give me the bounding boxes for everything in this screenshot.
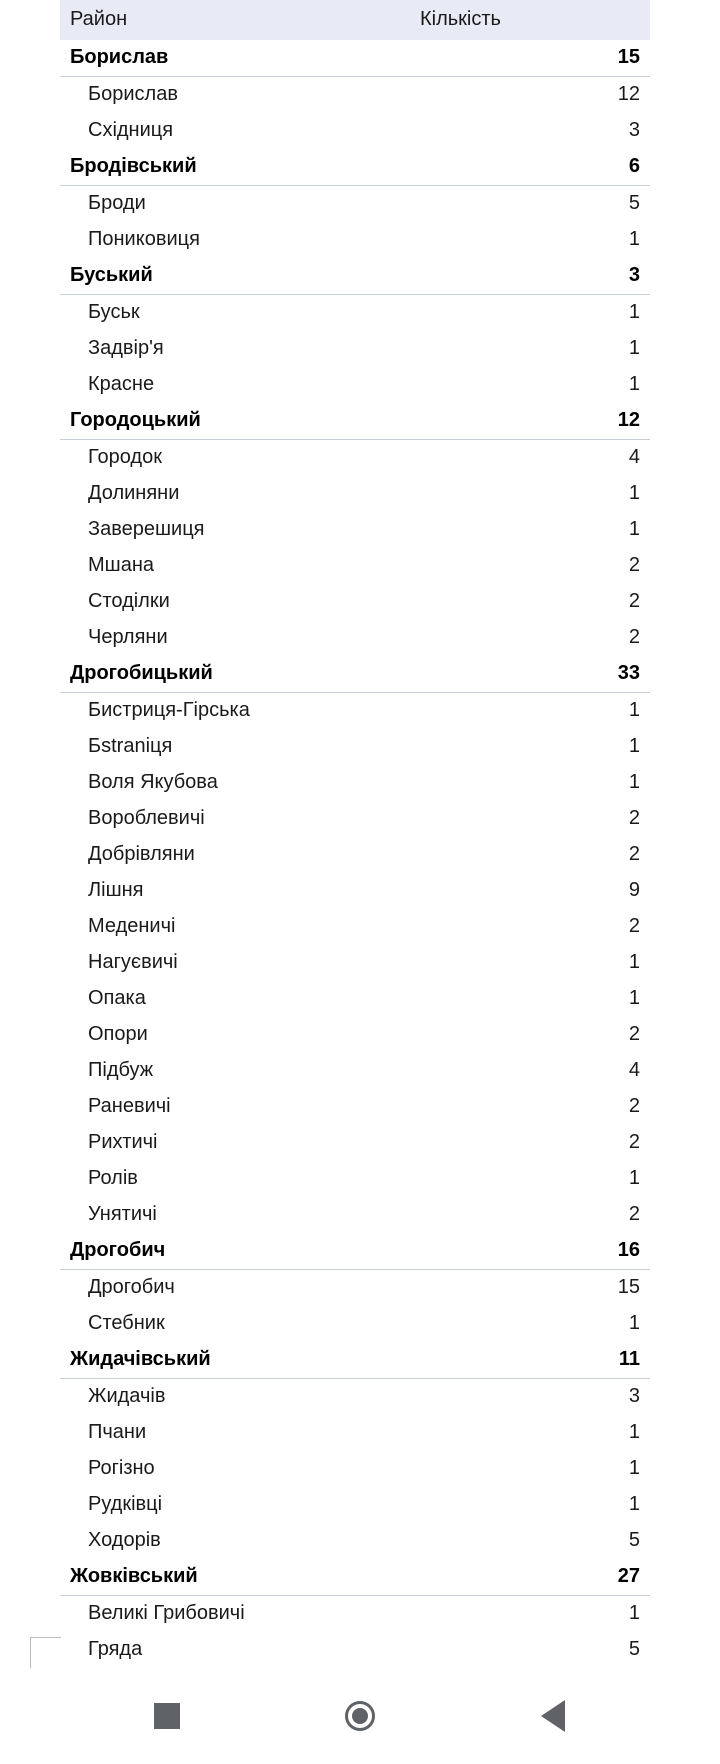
table-row — [60, 1017, 650, 1053]
table-row — [60, 222, 650, 258]
cell-count: 2 — [628, 626, 640, 648]
cell-name: Броди — [88, 192, 146, 214]
cell-count: 1 — [628, 1421, 640, 1443]
table-group-row — [60, 40, 650, 77]
cell-name: Буський — [60, 258, 408, 295]
cell-name: Буськ — [88, 301, 140, 323]
cell-name: Бstraniця — [88, 735, 173, 757]
cell-count: 1 — [628, 699, 640, 721]
cell-name: Городок — [88, 446, 162, 468]
cell-name: Підбуж — [88, 1059, 154, 1081]
cell-name: Раневичі — [88, 1095, 171, 1117]
table-row — [60, 1125, 650, 1161]
cell-name: Бистриця-Гірська — [88, 699, 250, 721]
cell-name: Жидачів — [88, 1385, 166, 1407]
table-row — [60, 1306, 650, 1342]
table-row — [60, 620, 650, 656]
table-row — [60, 729, 650, 765]
column-header-count: Кількість — [408, 0, 650, 40]
cell-name: Ролів — [88, 1167, 138, 1189]
cell-name: Черляни — [88, 626, 168, 648]
table-group-row — [60, 1233, 650, 1270]
back-button[interactable] — [523, 1686, 583, 1746]
cell-count: 1 — [628, 987, 640, 1009]
cell-name: Східниця — [88, 119, 174, 141]
cell-name: Пониковиця — [88, 228, 200, 250]
cell-name: Долиняни — [88, 482, 180, 504]
cell-name: Опори — [88, 1023, 148, 1045]
cell-count: 12 — [408, 403, 650, 440]
cell-name: Дрогобицький — [60, 656, 408, 693]
cell-count: 5 — [628, 192, 640, 214]
cell-count: 2 — [628, 807, 640, 829]
table-row — [60, 1632, 650, 1668]
cell-count: 1 — [628, 373, 640, 395]
cell-count: 4 — [628, 446, 640, 468]
cell-name: Воля Якубова — [88, 771, 218, 793]
table-row — [60, 1596, 650, 1633]
table-row — [60, 1270, 650, 1307]
cell-count: 1 — [628, 301, 640, 323]
table-row — [60, 548, 650, 584]
table-row — [60, 945, 650, 981]
cell-count: 2 — [628, 1131, 640, 1153]
cell-count: 4 — [628, 1059, 640, 1081]
table-row — [60, 295, 650, 332]
cell-count: 2 — [628, 1095, 640, 1117]
table-row — [60, 1451, 650, 1487]
circle-icon — [345, 1701, 375, 1731]
table-row — [60, 186, 650, 223]
cell-name: Жидачівський — [60, 1342, 408, 1379]
cell-count: 11 — [408, 1342, 650, 1379]
cell-count: 2 — [628, 554, 640, 576]
cell-count: 1 — [628, 337, 640, 359]
cell-count: 33 — [408, 656, 650, 693]
table-header — [60, 0, 650, 40]
cell-count: 1 — [628, 482, 640, 504]
cell-name: Борислав — [60, 40, 408, 77]
table-group-row — [60, 1559, 650, 1596]
cell-count: 5 — [628, 1638, 640, 1660]
table-row — [60, 1197, 650, 1233]
table-row — [60, 909, 650, 945]
recents-button[interactable] — [137, 1686, 197, 1746]
cell-name: Нагуєвичі — [88, 951, 178, 973]
table-row — [60, 1487, 650, 1523]
table-group-row — [60, 149, 650, 186]
cell-count: 5 — [628, 1529, 640, 1551]
cell-name: Дрогобич — [88, 1276, 175, 1298]
cell-name: Мшана — [88, 554, 154, 576]
table-row — [60, 1089, 650, 1125]
cell-count: 2 — [628, 843, 640, 865]
table-row — [60, 765, 650, 801]
table-row — [60, 1415, 650, 1451]
table-group-row — [60, 403, 650, 440]
cell-name: Бродівський — [60, 149, 408, 186]
table-row — [60, 331, 650, 367]
cell-count: 1 — [628, 1493, 640, 1515]
cell-count: 1 — [628, 1457, 640, 1479]
cell-name: Заверешиця — [88, 518, 205, 540]
table-row — [60, 1053, 650, 1089]
cell-count: 2 — [628, 915, 640, 937]
cell-count: 1 — [628, 951, 640, 973]
table-group-row — [60, 1342, 650, 1379]
table-group-row — [60, 258, 650, 295]
cell-count: 1 — [628, 1167, 640, 1189]
cell-count: 1 — [628, 1602, 640, 1624]
square-icon — [154, 1703, 180, 1729]
cell-count: 2 — [628, 1203, 640, 1225]
cell-name: Рихтичі — [88, 1131, 158, 1153]
column-header-name: Район — [60, 0, 408, 40]
page-corner-marker — [30, 1637, 61, 1668]
cell-count: 1 — [628, 228, 640, 250]
cell-name: Рудківці — [88, 1493, 163, 1515]
cell-name: Рогізно — [88, 1457, 155, 1479]
cell-name: Добрівляни — [88, 843, 195, 865]
cell-name: Стоділки — [88, 590, 170, 612]
cell-count: 1 — [628, 735, 640, 757]
table-row — [60, 1379, 650, 1416]
cell-name: Пчани — [88, 1421, 147, 1443]
table-row — [60, 1161, 650, 1197]
cell-name: Дрогобич — [60, 1233, 408, 1270]
table-row — [60, 512, 650, 548]
cell-name: Опака — [88, 987, 146, 1009]
cell-name: Задвір'я — [88, 337, 164, 359]
system-navigation-bar — [0, 1668, 720, 1764]
cell-count: 27 — [408, 1559, 650, 1596]
table-row — [60, 873, 650, 909]
cell-name: Борислав — [88, 83, 178, 105]
cell-name: Гряда — [88, 1638, 143, 1660]
cell-count: 3 — [628, 119, 640, 141]
table-row — [60, 801, 650, 837]
table-row — [60, 77, 650, 114]
cell-name: Унятичі — [88, 1203, 157, 1225]
cell-name: Вороблевичі — [88, 807, 205, 829]
table-row — [60, 693, 650, 730]
cell-name: Жовківський — [60, 1559, 408, 1596]
table-row — [60, 981, 650, 1017]
cell-name: Стебник — [88, 1312, 165, 1334]
table-row — [60, 584, 650, 620]
table-row — [60, 440, 650, 477]
districts-table — [60, 0, 650, 1668]
cell-count: 3 — [628, 1385, 640, 1407]
cell-count: 15 — [617, 1276, 640, 1298]
cell-count: 16 — [408, 1233, 650, 1270]
table-header-row — [60, 0, 650, 40]
table-body — [60, 40, 650, 1668]
home-button[interactable] — [330, 1686, 390, 1746]
cell-count: 15 — [408, 40, 650, 77]
cell-count: 3 — [408, 258, 650, 295]
cell-count: 2 — [628, 590, 640, 612]
table-row — [60, 113, 650, 149]
cell-name: Ходорів — [88, 1529, 161, 1551]
cell-name: Городоцький — [60, 403, 408, 440]
cell-count: 12 — [617, 83, 640, 105]
table-row — [60, 1523, 650, 1559]
cell-name: Великі Грибовичі — [88, 1602, 245, 1624]
cell-count: 1 — [628, 518, 640, 540]
cell-name: Лішня — [88, 879, 144, 901]
cell-name: Меденичі — [88, 915, 176, 937]
cell-count: 1 — [628, 771, 640, 793]
cell-count: 9 — [628, 879, 640, 901]
table-row — [60, 367, 650, 403]
triangle-left-icon — [541, 1700, 565, 1732]
table-row — [60, 837, 650, 873]
table-row — [60, 476, 650, 512]
cell-count: 2 — [628, 1023, 640, 1045]
cell-count: 6 — [408, 149, 650, 186]
table-group-row — [60, 656, 650, 693]
cell-count: 1 — [628, 1312, 640, 1334]
cell-name: Красне — [88, 373, 155, 395]
